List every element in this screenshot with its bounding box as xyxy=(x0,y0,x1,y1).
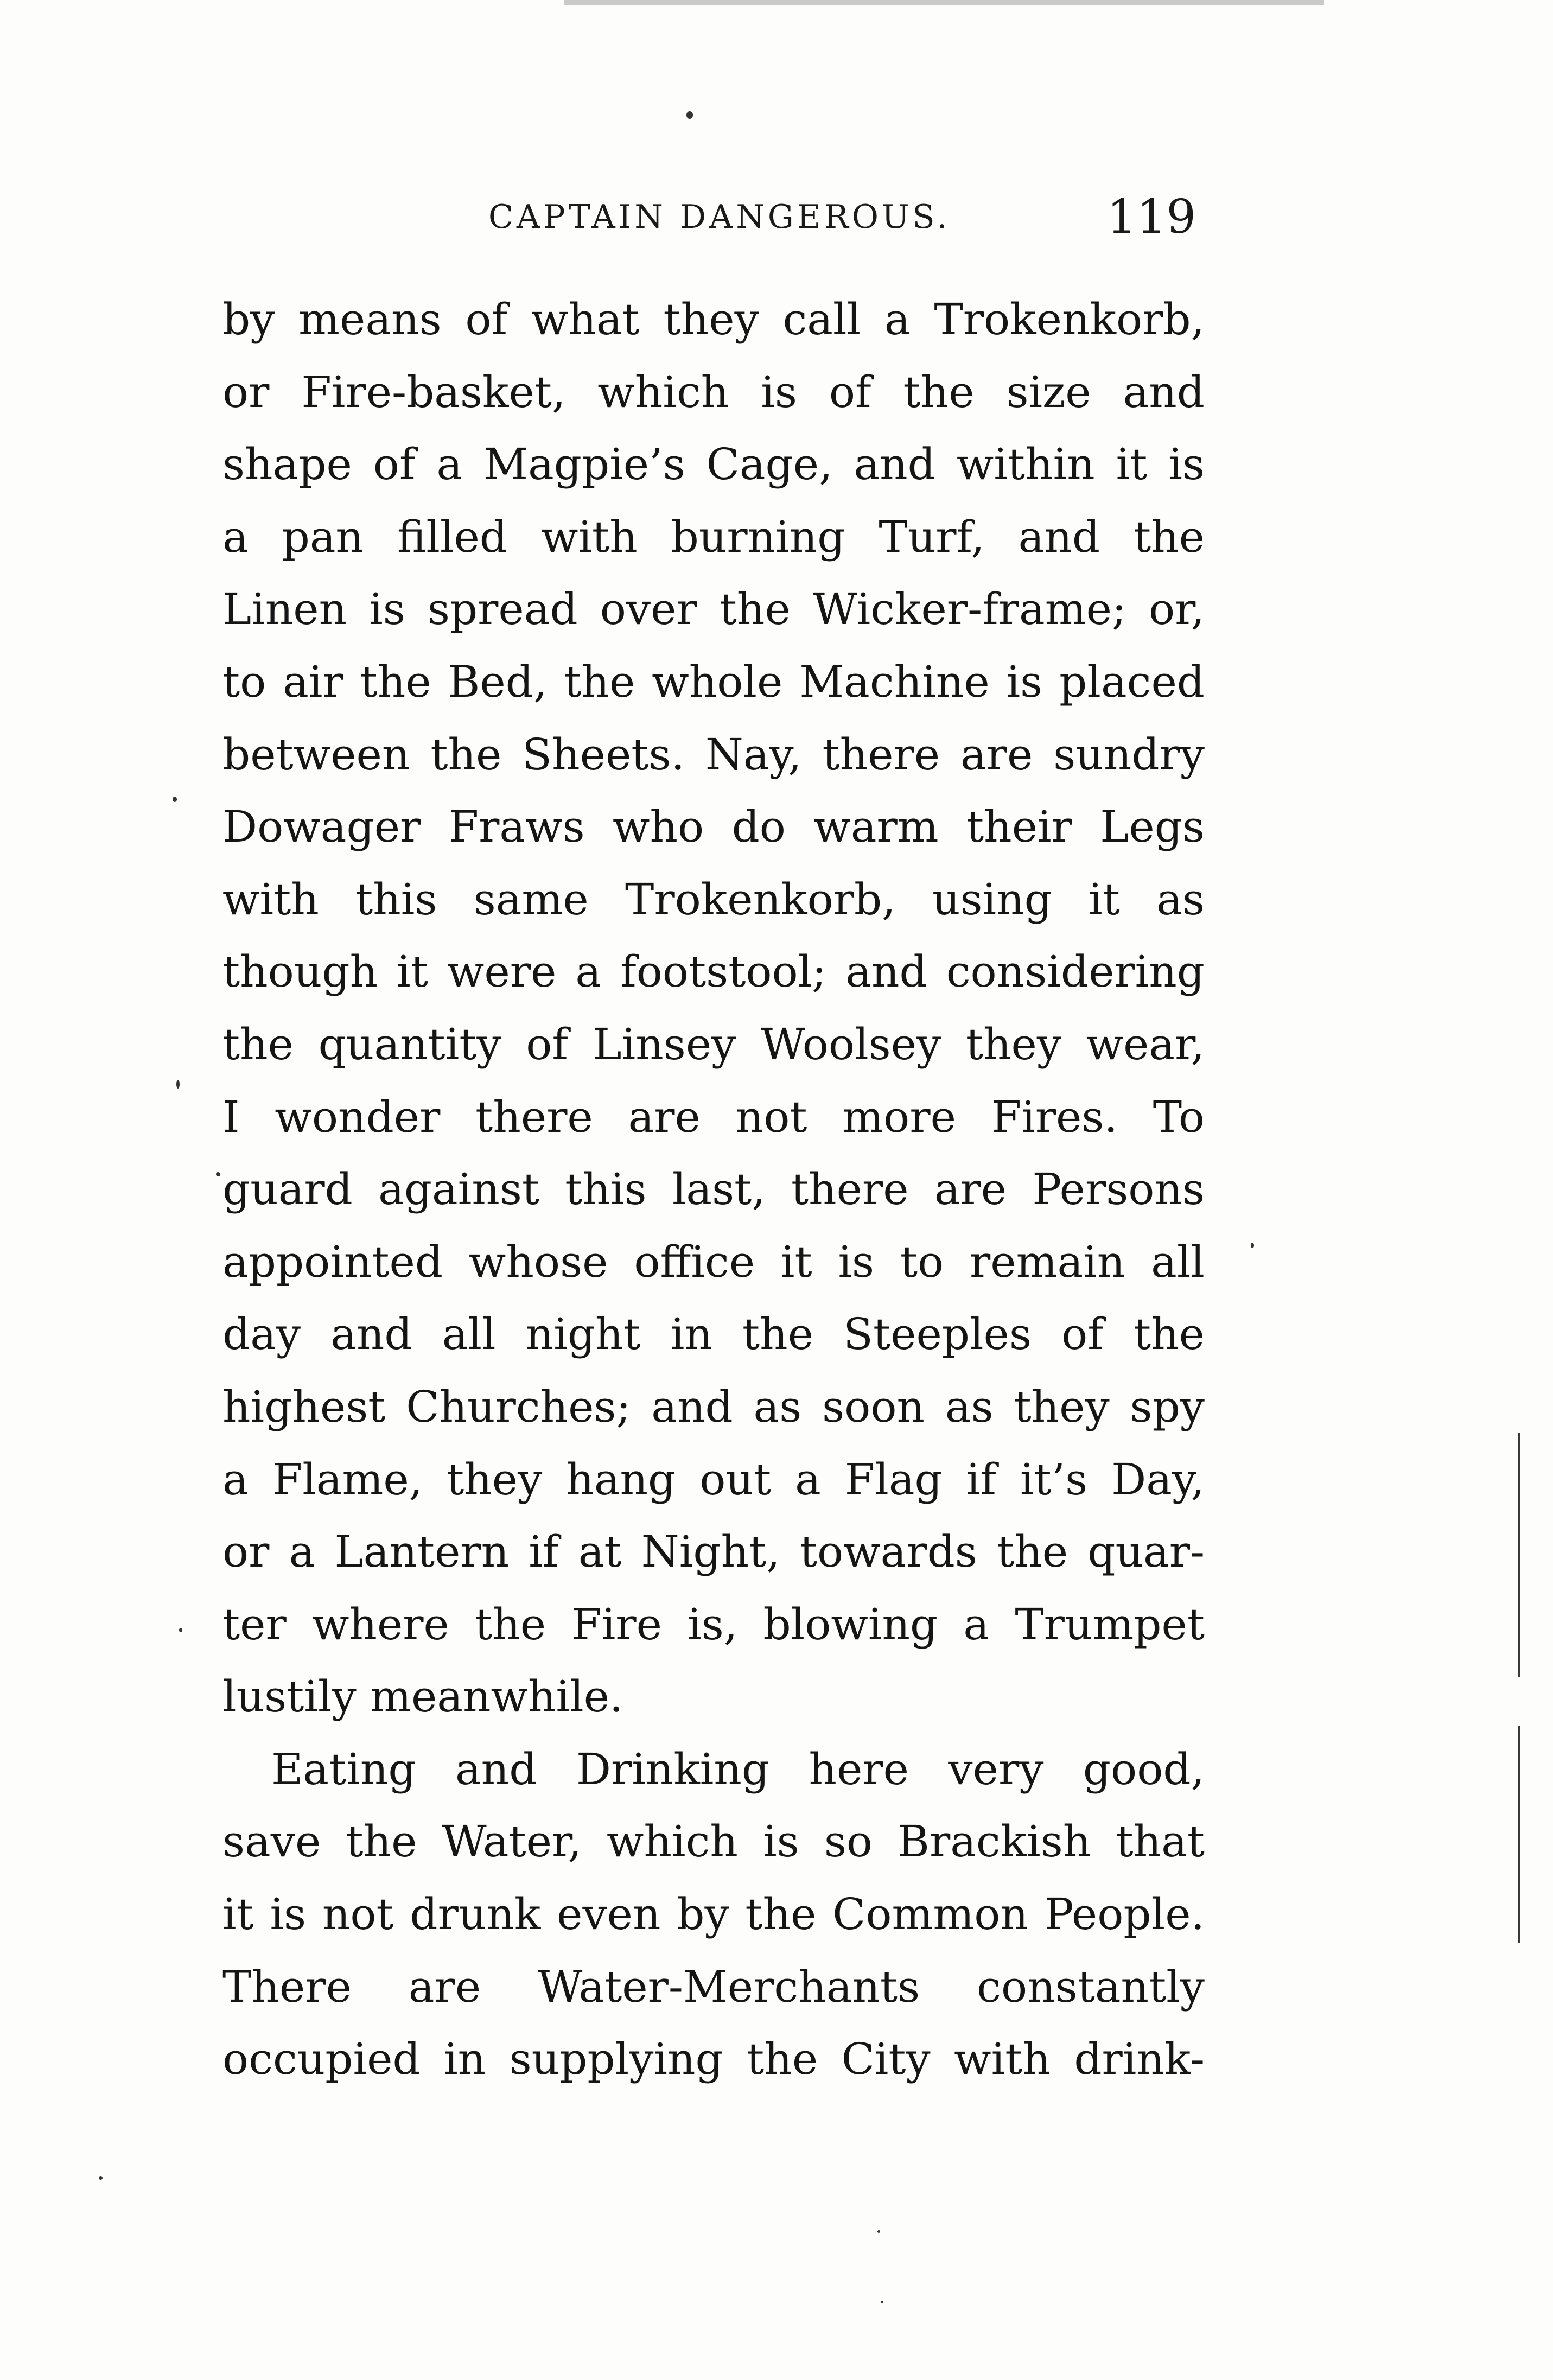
scan-speck xyxy=(881,2301,883,2303)
text-line: though it were a footstool; and considering xyxy=(222,946,1205,997)
scan-speck xyxy=(877,2230,880,2233)
text-line: day and all night in the Steeples of the xyxy=(222,1309,1205,1360)
text-line: by means of what they call a Trokenkorb, xyxy=(222,294,1205,345)
text-line: shape of a Magpie’s Cage, and within it is xyxy=(222,439,1205,490)
scan-speck xyxy=(173,797,177,802)
running-title: CAPTAIN DANGEROUS. xyxy=(488,198,951,236)
text-line: a Flame, they hang out a Flag if it’s Day, xyxy=(222,1454,1205,1505)
text-line: or Fire-basket, which is of the size and xyxy=(222,366,1205,417)
scan-speck xyxy=(686,111,693,119)
text-line: or a Lantern if at Night, towards the quar- xyxy=(222,1526,1205,1577)
scan-speck xyxy=(99,2176,103,2180)
body-text xyxy=(222,283,1205,2096)
paragraph-start-line: Eating and Drinking here very good, xyxy=(271,1743,1205,1794)
text-line: guard against this last, there are Persons xyxy=(222,1164,1205,1215)
text-line: with this same Trokenkorb, using it as xyxy=(222,874,1205,925)
text-line: between the Sheets. Nay, there are sundry xyxy=(222,729,1205,780)
paragraph-end-line: lustily meanwhile. xyxy=(222,1671,623,1722)
text-line: I wonder there are not more Fires. To xyxy=(222,1091,1205,1142)
text-line: it is not drunk even by the Common People. xyxy=(222,1889,1205,1940)
scan-rule-line xyxy=(1518,1726,1520,1943)
text-line: Dowager Fraws who do warm their Legs xyxy=(222,801,1205,852)
scan-rule-line xyxy=(1518,1433,1520,1677)
text-line: save the Water, which is so Brackish that xyxy=(222,1816,1205,1867)
text-line: the quantity of Linsey Woolsey they wear, xyxy=(222,1019,1205,1070)
text-line: Linen is spread over the Wicker-frame; or, xyxy=(222,584,1205,635)
scan-speck xyxy=(216,1172,220,1176)
scan-edge-noise xyxy=(564,0,1324,5)
text-line: to air the Bed, the whole Machine is placed xyxy=(222,656,1205,707)
text-line: ter where the Fire is, blowing a Trumpet xyxy=(222,1599,1205,1650)
text-line: occupied in supplying the City with drink- xyxy=(222,2034,1205,2085)
scan-speck xyxy=(179,1628,182,1632)
text-line: highest Churches; and as soon as they spy xyxy=(222,1381,1205,1432)
text-line: There are Water-Merchants constantly xyxy=(222,1961,1205,2012)
text-line: a pan filled with burning Turf, and the xyxy=(222,511,1205,562)
scan-speck xyxy=(1251,1243,1254,1248)
text-line: appointed whose office it is to remain all xyxy=(222,1236,1205,1287)
scan-speck xyxy=(176,1080,180,1089)
page-number: 119 xyxy=(1107,190,1196,244)
